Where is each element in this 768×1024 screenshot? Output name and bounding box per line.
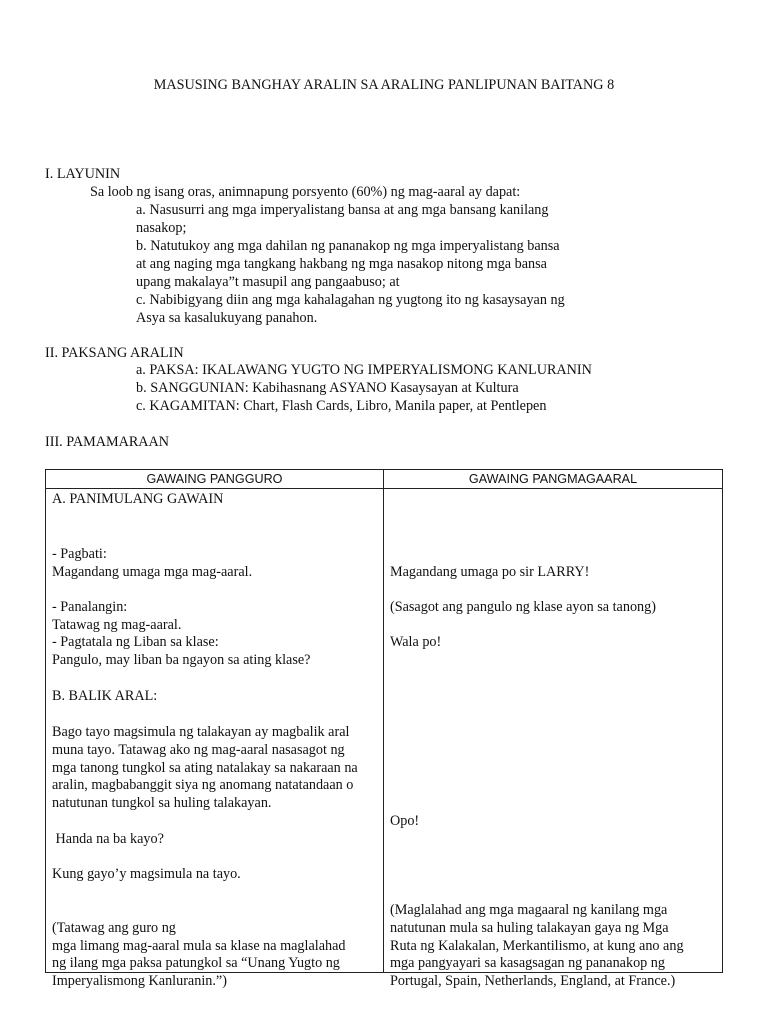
guro-line: Handa na ba kayo?: [52, 831, 164, 847]
magaaral-line: Ruta ng Kalakalan, Merkantilismo, at kung ano ang: [390, 938, 684, 954]
guro-line: - Pagbati:: [52, 546, 107, 562]
objective-line: Asya sa kasalukuyang panahon.: [136, 310, 318, 326]
guro-line: ng ilang mga paksa patungkol sa “Unang Yugto ng: [52, 955, 340, 971]
guro-line: Tatawag ng mag-aaral.: [52, 617, 182, 633]
magaaral-line: Magandang umaga po sir LARRY!: [390, 564, 590, 580]
layunin-intro: Sa loob ng isang oras, animnapung porsyento (60%) ng mag-aaral ay dapat:: [90, 184, 521, 200]
guro-line: muna tayo. Tatawag ako ng mag-aaral nasasagot ng: [52, 742, 345, 758]
layunin-objectives: [136, 201, 565, 327]
section-heading-pamamaraan: III. PAMAMARAAN: [45, 434, 170, 450]
table-header-row: [46, 470, 723, 489]
column-header-magaaral: GAWAING PANGMAGAARAL: [384, 470, 723, 489]
objective-line: nasakop;: [136, 220, 187, 236]
document-title: MASUSING BANGHAY ARALIN SA ARALING PANLIPUNAN BAITANG 8: [153, 77, 615, 93]
guro-line: Magandang umaga mga mag-aaral.: [52, 564, 253, 580]
procedure-table: [45, 469, 723, 989]
objective-line: at ang naging mga tangkang hakbang ng mga nasakop nitong mga bansa: [136, 256, 547, 272]
paksang-aralin-list: [136, 361, 592, 415]
objective-line: c. Nabibigyang diin ang mga kahalagahan ng yugtong ito ng kasaysayan ng: [136, 292, 565, 308]
magaaral-line: natutunan mula sa huling talakayan gaya ng Mga: [390, 920, 669, 936]
sanggunian-line: b. SANGGUNIAN: Kabihasnang ASYANO Kasaysayan at Kultura: [136, 380, 519, 396]
column-header-guro: GAWAING PANGGURO: [46, 470, 384, 489]
magaaral-line: Wala po!: [390, 634, 442, 650]
magaaral-line: (Maglalahad ang mga magaaral ng kanilang mga: [390, 902, 668, 918]
magaaral-line: (Sasagot ang pangulo ng klase ayon sa tanong): [390, 599, 656, 615]
guro-line: aralin, magbabanggit siya ng anomang natatandaan o: [52, 777, 354, 793]
guro-line: Kung gayo’y magsimula na tayo.: [52, 866, 241, 882]
magaaral-line: Opo!: [390, 813, 420, 829]
kagamitan-line: c. KAGAMITAN: Chart, Flash Cards, Libro, Manila paper, at Pentlepen: [136, 398, 547, 414]
guro-line: mga limang mag-aaral mula sa klase na maglalahad: [52, 938, 346, 954]
magaaral-line: Portugal, Spain, Netherlands, England, at France.): [390, 973, 676, 989]
section-heading-paksang-aralin: II. PAKSANG ARALIN: [45, 345, 184, 361]
section-heading-layunin: I. LAYUNIN: [45, 166, 121, 182]
objective-line: upang makalaya”t masupil ang pangaabuso; at: [136, 274, 400, 290]
guro-line: (Tatawag ang guro ng: [52, 920, 176, 936]
subheading-balik-aral: B. BALIK ARAL:: [52, 688, 158, 704]
subheading-panimulang-gawain: A. PANIMULANG GAWAIN: [52, 491, 224, 507]
guro-cell: [46, 489, 384, 989]
magaaral-line: mga pangyayari sa kasagsagan ng pananakop ng: [390, 955, 665, 971]
guro-line: Bago tayo magsimula ng talakayan ay magbalik aral: [52, 724, 350, 740]
objective-line: a. Nasusurri ang mga imperyalistang bansa at ang mga bansang kanilang: [136, 202, 549, 218]
table-row: [46, 489, 723, 973]
paksa-line: a. PAKSA: IKALAWANG YUGTO NG IMPERYALISMONG KANLURANIN: [136, 362, 592, 378]
guro-line: - Pagtatala ng Liban sa klase:: [52, 634, 219, 650]
guro-line: mga tanong tungkol sa ating natalakay sa nakaraan na: [52, 760, 358, 776]
guro-line: - Panalangin:: [52, 599, 128, 615]
guro-line: Pangulo, may liban ba ngayon sa ating klase?: [52, 652, 311, 668]
guro-line: natutunan tungkol sa huling talakayan.: [52, 795, 272, 811]
magaaral-cell: [384, 489, 723, 989]
guro-line: Imperyalismong Kanluranin.”): [52, 973, 227, 989]
objective-line: b. Natutukoy ang mga dahilan ng pananakop ng mga imperyalistang bansa: [136, 238, 560, 254]
